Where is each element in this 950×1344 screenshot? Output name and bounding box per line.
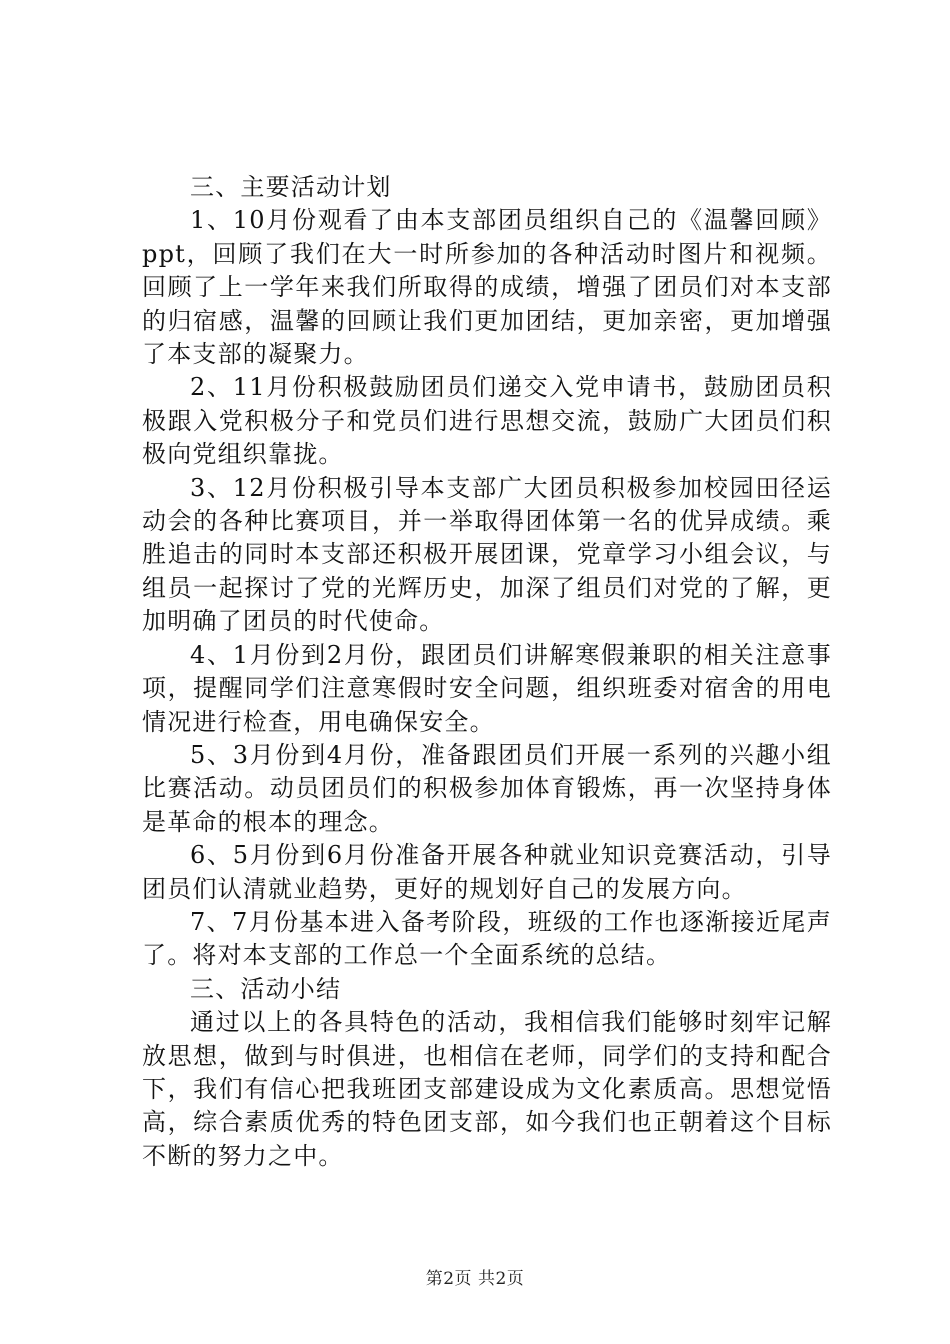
plan-item-3: 3、12月份积极引导本支部广大团员积极参加校园田径运动会的各种比赛项目，并一举取得团体第一名的优异成绩。乘胜追击的同时本支部还积极开展团课，党章学习小组会议，与组员一起探讨了党的光辉历史，加深了组员们对党的了解，更加明确了团员的时代使命。 bbox=[142, 473, 832, 636]
plan-item-6: 6、5月份到6月份准备开展各种就业知识竞赛活动，引导团员们认清就业趋势，更好的规划好自己的发展方向。 bbox=[142, 841, 832, 903]
section-heading-plan: 三、主要活动计划 bbox=[190, 173, 392, 201]
plan-item-5: 5、3月份到4月份，准备跟团员们开展一系列的兴趣小组比赛活动。动员团员们的积极参加体育锻炼，再一次坚持身体是革命的根本的理念。 bbox=[142, 740, 832, 836]
page-footer: 第2页 共2页 bbox=[425, 1269, 525, 1289]
section-heading-summary: 三、活动小结 bbox=[190, 974, 342, 1003]
document-body bbox=[142, 171, 832, 1173]
plan-item-7: 7、7月份基本进入备考阶段，班级的工作也逐渐接近尾声了。将对本支部的工作总一个全面系统的总结。 bbox=[142, 907, 832, 970]
plan-item-2: 2、11月份积极鼓励团员们递交入党申请书，鼓励团员积极跟入党积极分子和党员们进行思想交流，鼓励广大团员们积极向党组织靠拢。 bbox=[142, 373, 832, 469]
summary-paragraph: 通过以上的各具特色的活动，我相信我们能够时刻牢记解放思想，做到与时俱进，也相信在老师，同学们的支持和配合下，我们有信心把我班团支部建设成为文化素质高。思想觉悟高，综合素质优秀的特色团支部，如今我们也正朝着这个目标不断的努力之中。 bbox=[142, 1008, 832, 1170]
plan-item-1: 1、10月份观看了由本支部团员组织自己的《温馨回顾》ppt，回顾了我们在大一时所参加的各种活动时图片和视频。回顾了上一学年来我们所取得的成绩，增强了团员们对本支部的归宿感，温馨的回顾让我们更加团结，更加亲密，更加增强了本支部的凝聚力。 bbox=[142, 206, 832, 369]
plan-item-4: 4、1月份到2月份，跟团员们讲解寒假兼职的相关注意事项，提醒同学们注意寒假时安全问题，组织班委对宿舍的用电情况进行检查，用电确保安全。 bbox=[142, 640, 832, 736]
